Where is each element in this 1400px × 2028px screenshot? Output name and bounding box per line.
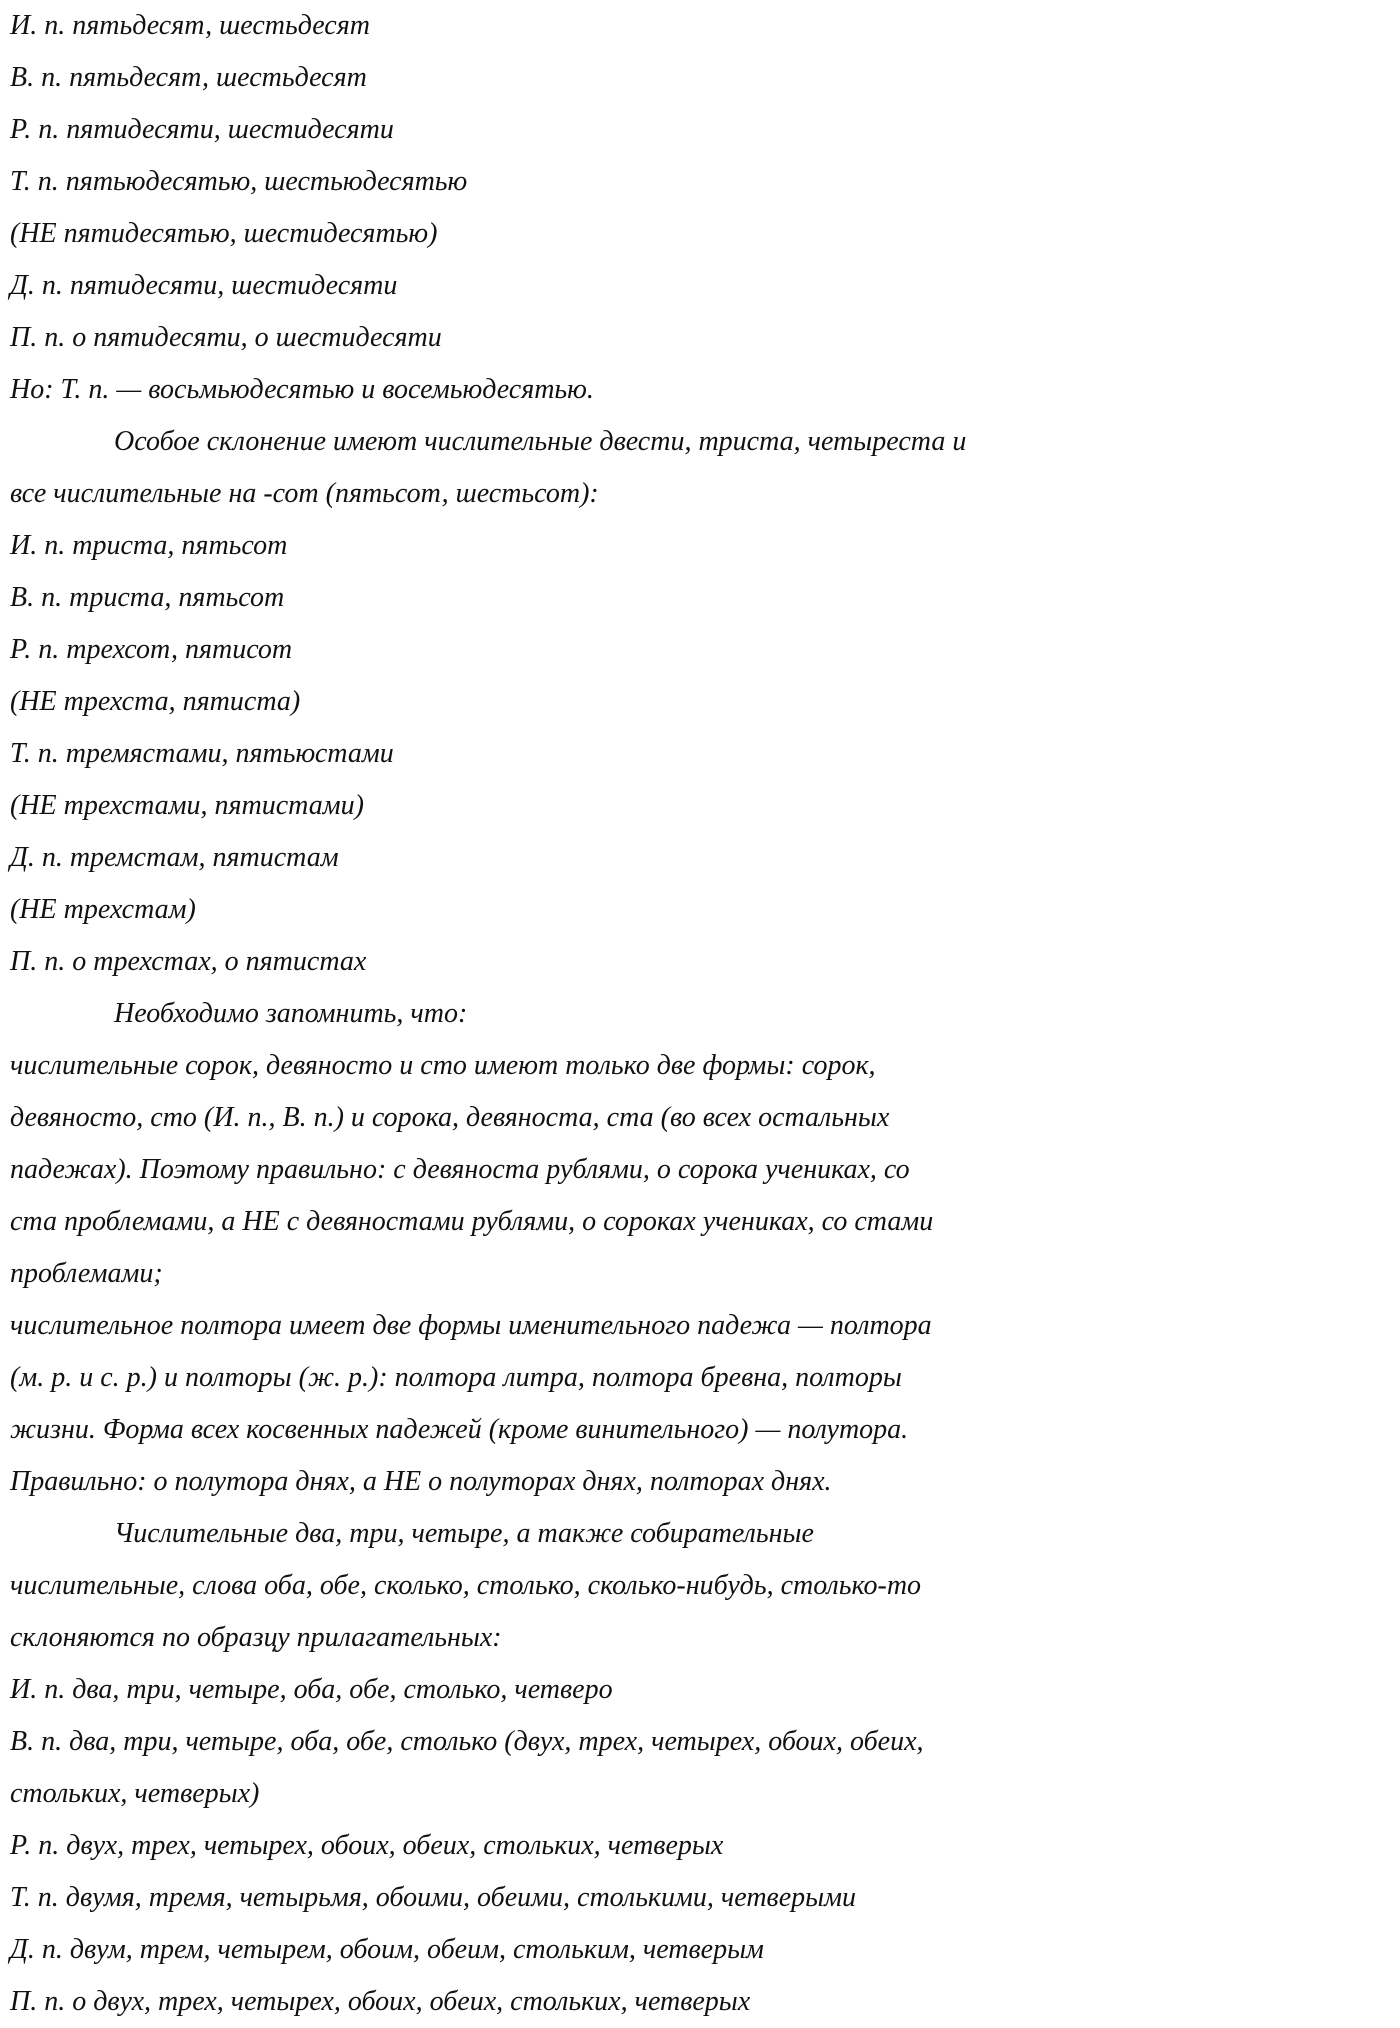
text-line: Р. п. трехсот, пятисот — [10, 634, 293, 665]
text-line: падежах). Поэтому правильно: с девяноста рублями, о сорока учениках, со — [10, 1154, 910, 1185]
text-line: (м. р. и с. р.) и полторы (ж. р.): полтора литра, полтора бревна, полторы — [10, 1362, 902, 1393]
paragraph-start-line: Особое склонение имеют числительные двести, триста, четыреста и — [114, 426, 967, 457]
text-line: все числительные на -сот (пятьсот, шестьсот): — [10, 478, 599, 509]
text-line: И. п. триста, пятьсот — [10, 530, 288, 561]
text-line: ста проблемами, а НЕ с девяностами рублями, о сороках учениках, со стами — [10, 1206, 934, 1237]
text-line: (НЕ трехстам) — [10, 894, 196, 925]
text-line: Д. п. тремстам, пятистам — [10, 842, 339, 873]
text-line: Т. п. двумя, тремя, четырьмя, обоими, обеими, столькими, четверыми — [10, 1882, 856, 1913]
text-line: числительные, слова оба, обе, сколько, столько, сколько-нибудь, столько-то — [10, 1570, 922, 1601]
document-page — [10, 0, 1395, 2028]
text-line: жизни. Форма всех косвенных падежей (кроме винительного) — полутора. — [10, 1414, 909, 1445]
text-line: (НЕ трехста, пятиста) — [10, 686, 301, 717]
text-line: Т. п. пятьюдесятью, шестьюдесятью — [10, 166, 468, 197]
text-line: Р. п. двух, трех, четырех, обоих, обеих, стольких, четверых — [10, 1830, 724, 1861]
paragraph-start-line: Необходимо запомнить, что: — [114, 998, 468, 1029]
text-line: В. п. триста, пятьсот — [10, 582, 285, 613]
text-line: числительное полтора имеет две формы именительного падежа — полтора — [10, 1310, 932, 1341]
text-line: стольких, четверых) — [10, 1778, 260, 1809]
text-line: проблемами; — [10, 1258, 163, 1289]
text-line: В. п. пятьдесят, шестьдесят — [10, 62, 367, 93]
text-line: П. п. о двух, трех, четырех, обоих, обеих, стольких, четверых — [10, 1986, 751, 2017]
text-line: девяносто, сто (И. п., В. п.) и сорока, девяноста, ста (во всех остальных — [10, 1102, 890, 1133]
text-line: Но: Т. п. — восьмьюдесятью и восемьюдесятью. — [10, 374, 594, 405]
text-line: И. п. два, три, четыре, оба, обе, столько, четверо — [10, 1674, 613, 1705]
text-line: П. п. о трехстах, о пятистах — [10, 946, 367, 977]
text-line: Р. п. пятидесяти, шестидесяти — [10, 114, 394, 145]
text-line: (НЕ трехстами, пятистами) — [10, 790, 364, 821]
text-line: Д. п. пятидесяти, шестидесяти — [10, 270, 398, 301]
text-line: склоняются по образцу прилагательных: — [10, 1622, 502, 1653]
text-line: В. п. два, три, четыре, оба, обе, столько (двух, трех, четырех, обоих, обеих, — [10, 1726, 924, 1757]
text-line: числительные сорок, девяносто и сто имеют только две формы: сорок, — [10, 1050, 876, 1081]
text-line: Т. п. тремястами, пятьюстами — [10, 738, 394, 769]
text-line: Правильно: о полутора днях, а НЕ о полуторах днях, полторах днях. — [10, 1466, 832, 1497]
text-line: П. п. о пятидесяти, о шестидесяти — [10, 322, 442, 353]
paragraph-start-line: Числительные два, три, четыре, а также собирательные — [114, 1518, 814, 1549]
text-line: (НЕ пятидесятью, шестидесятью) — [10, 218, 438, 249]
text-line: И. п. пятьдесят, шестьдесят — [10, 10, 370, 41]
text-line: Д. п. двум, трем, четырем, обоим, обеим, стольким, четверым — [10, 1934, 764, 1965]
